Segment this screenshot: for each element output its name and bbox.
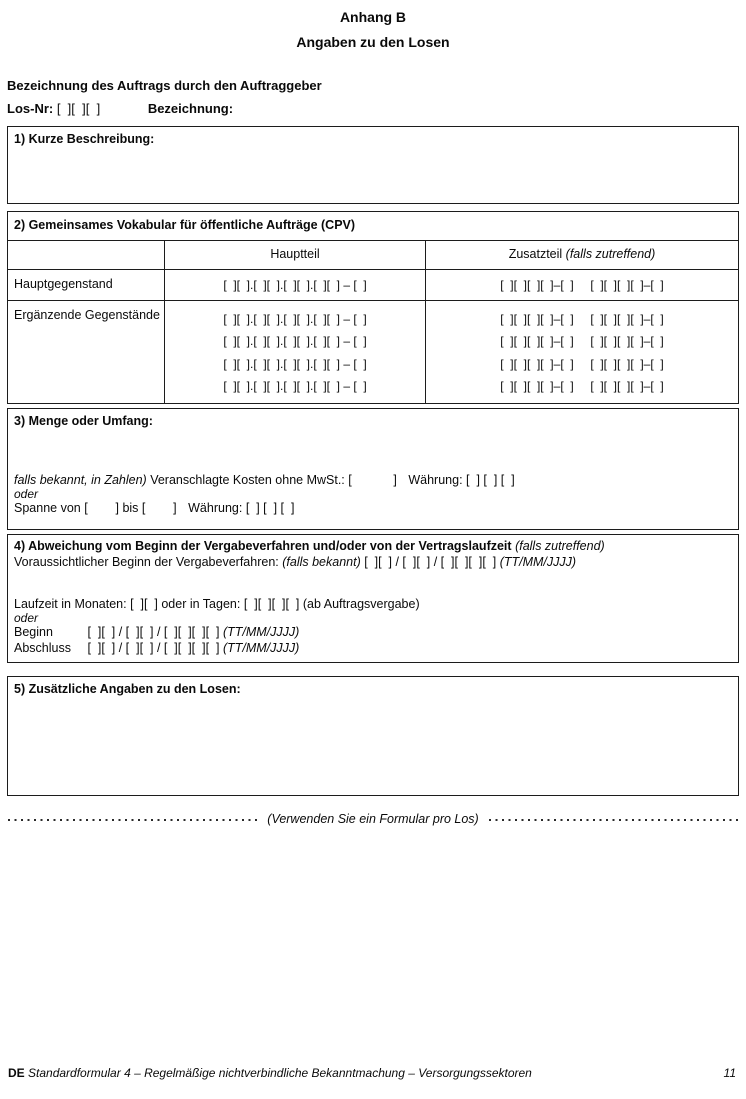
cpv-main-code-field: [ ][ ].[ ][ ].[ ][ ].[ ][ ] – [ ] xyxy=(223,311,367,326)
range-line xyxy=(14,501,732,516)
section-additional-info xyxy=(7,676,739,796)
cpv-additional-subjects-label: Ergänzende Gegenstände xyxy=(8,300,165,403)
per-lot-note: (Verwenden Sie ein Formular pro Los) xyxy=(267,811,479,826)
cpv-header-zusatzteil-note: (falls zutreffend) xyxy=(565,247,656,262)
cpv-sup-code-field: [ ][ ][ ][ ]–[ ] [ ][ ][ ][ ]–[ ] xyxy=(500,334,664,349)
cpv-header-hauptteil-label: Hauptteil xyxy=(270,247,320,262)
cpv-header-row xyxy=(8,241,738,270)
cpv-additional-haupt-cell xyxy=(165,300,426,403)
section4-title-note: (falls zutreffend) xyxy=(515,538,605,553)
footer-form-title: Standardformular 4 – Regelmäßige nichtverbindliche Bekanntmachung – Versorgungssektoren xyxy=(28,1066,532,1080)
section-cpv xyxy=(7,211,739,404)
date-format-note: (TT/MM/JJJJ) xyxy=(499,554,577,569)
begin-label: Beginn xyxy=(14,624,53,639)
cpv-sup-code-field: [ ][ ][ ][ ]–[ ] [ ][ ][ ][ ]–[ ] xyxy=(500,379,664,394)
footer-form-id xyxy=(8,1066,532,1080)
range-from-label: Spanne von xyxy=(14,500,81,515)
begin-date-line xyxy=(14,625,732,640)
currency-label: Währung: xyxy=(408,472,463,487)
section-quantity-scope xyxy=(7,408,739,530)
section1-title: 1) Kurze Beschreibung: xyxy=(14,131,155,146)
cpv-main-code-field: [ ][ ].[ ][ ].[ ][ ].[ ][ ] – [ ] xyxy=(223,334,367,349)
cpv-header-zusatzteil xyxy=(426,241,739,270)
range-to-label: bis xyxy=(122,500,139,515)
designation-label: Bezeichnung: xyxy=(147,101,234,117)
if-known-note: falls bekannt, in Zahlen) xyxy=(14,472,147,487)
section4-title: 4) Abweichung vom Beginn der Vergabeverfahren und/oder von der Vertragslaufzeit xyxy=(14,538,512,553)
cpv-header-empty xyxy=(8,241,165,270)
page-number: 11 xyxy=(723,1066,736,1080)
procedure-start-line xyxy=(14,555,732,570)
currency-field: [ ] [ ] [ ] xyxy=(245,500,295,515)
estimated-cost-field: [ ] xyxy=(348,472,397,487)
lot-number-field: [ ][ ][ ] xyxy=(56,101,101,117)
duration-line xyxy=(14,597,732,612)
or-text: oder xyxy=(14,486,39,501)
procedure-start-date-field: [ ][ ] / [ ][ ] / [ ][ ][ ][ ] xyxy=(364,554,497,569)
dotted-line-right xyxy=(489,819,738,821)
procedure-start-label: Voraussichtlicher Beginn der Vergabeverfahren: xyxy=(14,554,279,569)
page-footer xyxy=(8,1066,736,1080)
cpv-main-subject-zusatz-cell xyxy=(426,269,739,300)
page-title: Anhang B xyxy=(339,9,407,25)
cpv-row-main-subject xyxy=(8,269,738,300)
cpv-main-code-field: [ ][ ].[ ][ ].[ ][ ].[ ][ ] – [ ] xyxy=(223,356,367,371)
completion-date-field: [ ][ ] / [ ][ ] / [ ][ ][ ][ ] xyxy=(87,640,220,655)
cpv-main-subject-label: Hauptgegenstand xyxy=(8,269,165,300)
contract-designation-heading: Bezeichnung des Auftrags durch den Auftraggeber xyxy=(7,77,322,93)
cpv-main-code-field: [ ][ ].[ ][ ].[ ][ ].[ ][ ] – [ ] xyxy=(223,379,367,394)
cpv-sup-code-field: [ ][ ][ ][ ]–[ ] [ ][ ][ ][ ]–[ ] xyxy=(500,311,664,326)
cpv-main-code-field: [ ][ ].[ ][ ].[ ][ ].[ ][ ] – [ ] xyxy=(223,277,367,292)
if-known-note: (falls bekannt) xyxy=(282,554,361,569)
begin-date-field: [ ][ ] / [ ][ ] / [ ][ ][ ][ ] xyxy=(87,624,220,639)
dotted-line-left xyxy=(8,819,257,821)
cpv-header-hauptteil xyxy=(165,241,426,270)
lot-number-line xyxy=(7,101,739,117)
duration-months-field: [ ][ ] xyxy=(130,596,158,611)
or-text: oder xyxy=(14,610,39,625)
range-from-field: [ ] xyxy=(84,500,119,515)
completion-label: Abschluss xyxy=(14,640,71,655)
estimated-cost-label: Veranschlagte Kosten ohne MwSt.: xyxy=(150,472,345,487)
lot-number-label: Los-Nr: xyxy=(7,101,54,117)
cpv-main-subject-haupt-cell xyxy=(165,269,426,300)
section2-title: 2) Gemeinsames Vokabular für öffentliche Aufträge (CPV) xyxy=(8,212,738,241)
date-format-note: (TT/MM/JJJJ) xyxy=(222,624,300,639)
currency-label: Währung: xyxy=(188,500,243,515)
cpv-sup-code-field: [ ][ ][ ][ ]–[ ] [ ][ ][ ][ ]–[ ] xyxy=(500,277,664,292)
date-format-note: (TT/MM/JJJJ) xyxy=(222,640,300,655)
cpv-row-additional-subjects xyxy=(8,300,738,403)
duration-months-label: Laufzeit in Monaten: xyxy=(14,596,127,611)
section3-title: 3) Menge oder Umfang: xyxy=(14,413,153,428)
section5-title: 5) Zusätzliche Angaben zu den Losen: xyxy=(14,681,241,696)
duration-days-label: oder in Tagen: xyxy=(161,596,241,611)
duration-note: (ab Auftragsvergabe) xyxy=(302,596,420,611)
currency-field: [ ] [ ] [ ] xyxy=(466,472,515,487)
cpv-additional-zusatz-cell xyxy=(426,300,739,403)
section-timing-deviation xyxy=(7,534,739,663)
per-lot-separator xyxy=(7,812,739,827)
footer-language-code: DE xyxy=(8,1066,25,1080)
estimated-cost-line xyxy=(14,473,732,488)
section-short-description xyxy=(7,126,739,204)
section4-title-line xyxy=(14,539,732,554)
cpv-table xyxy=(8,241,738,403)
duration-days-field: [ ][ ][ ][ ] xyxy=(243,596,300,611)
cpv-header-zusatzteil-label: Zusatzteil xyxy=(508,247,563,262)
range-to-field: [ ] xyxy=(141,500,177,515)
completion-date-line xyxy=(14,641,732,656)
page-subtitle: Angaben zu den Losen xyxy=(296,33,450,50)
cpv-sup-code-field: [ ][ ][ ][ ]–[ ] [ ][ ][ ][ ]–[ ] xyxy=(500,356,664,371)
